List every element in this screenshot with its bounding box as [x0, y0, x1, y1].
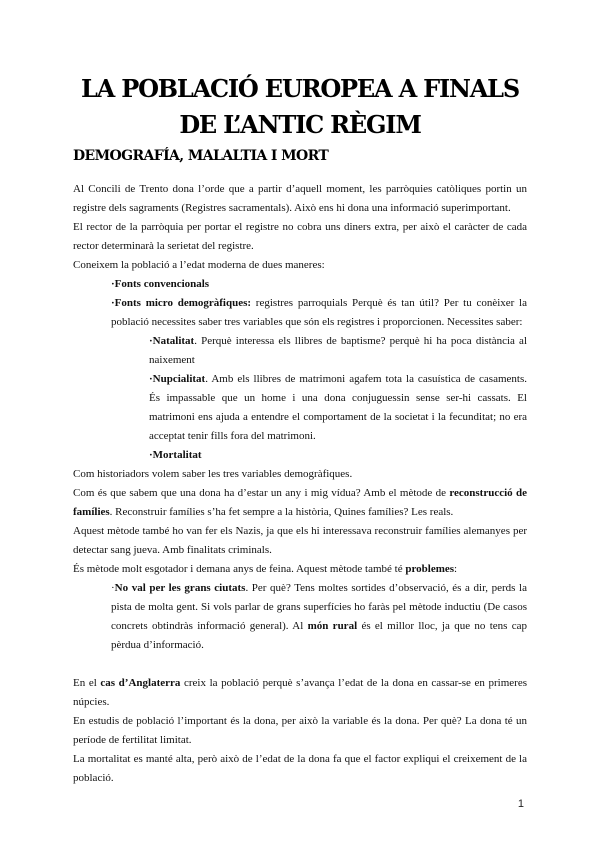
paragraph-text: registres parroquials Perquè és tan útil? Per tu conèixer la població necessites saber tres variables que són els registres i proporcionen. Necessites saber: [111, 297, 527, 328]
paragraph-text: és el millor lloc, ja que no tens cap pèrdua d’informació. [111, 620, 527, 651]
paragraph-text: creix la població perquè s’avança l’edat de la dona en cassar-se en primeres núpcies. [73, 677, 527, 708]
paragraph-two-ways: Coneixem la població a l’edat moderna de dues maneres: [73, 259, 325, 271]
paragraph-mortality: La mortalitat es manté alta, però això de l’edat de la dona fa que el factor expliqui el creixement de la població. [73, 753, 527, 784]
paragraph-problems [73, 560, 527, 579]
paragraph-text: En el [73, 677, 101, 689]
bold-text: ·Fonts micro demogràfiques: [111, 297, 252, 309]
paragraph-reconstruction [73, 484, 527, 522]
list-item-nupcialitat [73, 370, 527, 446]
page-number: 1 [517, 798, 524, 810]
bold-text: problemes [405, 563, 455, 575]
paragraph-council-trento: Al Concili de Trento dona l’orde que a partir d’aquell moment, les parròquies catòliques portin un registre dels sagraments (Registres sacramentals). Això ens hi dona una informació superimportant. [73, 183, 527, 214]
paragraph-text: · [111, 582, 115, 594]
paragraph-text: : [454, 563, 458, 575]
list-item-big-cities [73, 579, 527, 655]
paragraph-text: . Amb els llibres de matrimoni agafem tota la casuística de casaments. És impassable que un home i una dona conjuguessin sense ser-hi cassats. El matrimoni ens ajuda a entendre el comportament de la societat i la fecunditat; no era acceptat tenir fills fora del matrimoni. [149, 373, 527, 442]
paragraph-text: . Per què? Tens moltes sortides d’observació, és a dir, perds la pista de molta gent. Si vols parlar de grans superfícies ho faràs pel mètode inductiu (De casos concrets obtindràs informació general). Al [111, 582, 527, 632]
paragraph-rector: El rector de la parròquia per portar el registre no cobra uns diners extra, per això el caràcter de cada rector determinarà la serietat del registre. [73, 221, 527, 252]
list-item-fonts-micro [73, 294, 527, 332]
bold-text: cas d’Anglaterra [100, 677, 181, 689]
bold-text: món rural [307, 620, 358, 632]
paragraph-text: . Perquè interessa els llibres de baptisme? perquè hi ha poca distància al naixement [149, 335, 527, 366]
bold-text: No val per les grans ciutats [114, 582, 246, 594]
list-item-natalitat [73, 332, 527, 370]
list-item-mortalitat [73, 446, 527, 465]
bold-text: reconstrucció de famílies [73, 487, 527, 518]
bold-text: ·Mortalitat [149, 449, 202, 461]
paragraph-text: Com és que sabem que una dona ha d’estar un any i mig vídua? Amb el mètode de [73, 487, 450, 499]
document-body [73, 180, 527, 788]
paragraph-historians: Com historiadors volem saber les tres variables demogràfiques. [73, 468, 353, 480]
paragraph-nazis: Aquest mètode també ho van fer els Nazis, ja que els hi interessava reconstruir famílies alemanyes per detectar sang jueva. Amb finalitats criminals. [73, 525, 527, 556]
title-line-1: LA POBLACIÓ EUROPEA A FINALS [81, 74, 519, 103]
paragraph-text: . Reconstruir famílies s’ha fet sempre a la història, Quines famílies? Les reals. [109, 506, 454, 518]
title-line-2: DE L’ANTIC RÈGIM [179, 110, 421, 139]
bold-text: ·Natalitat [149, 335, 195, 347]
bold-text: ·Nupcialitat [149, 373, 206, 385]
paragraph-england [73, 674, 527, 712]
list-item-fonts-convencionals [73, 275, 527, 294]
spacer [73, 655, 527, 674]
bold-text: ·Fonts convencionals [111, 278, 210, 290]
subtitle: DEMOGRAFÍA, MALALTIA I MORT [73, 148, 329, 164]
paragraph-woman: En estudis de població l’important és la dona, per això la variable és la dona. Per què? La dona té un període de fertilitat limitat. [73, 715, 527, 746]
paragraph-text: És mètode molt esgotador i demana anys de feina. Aquest mètode també té [73, 563, 406, 575]
